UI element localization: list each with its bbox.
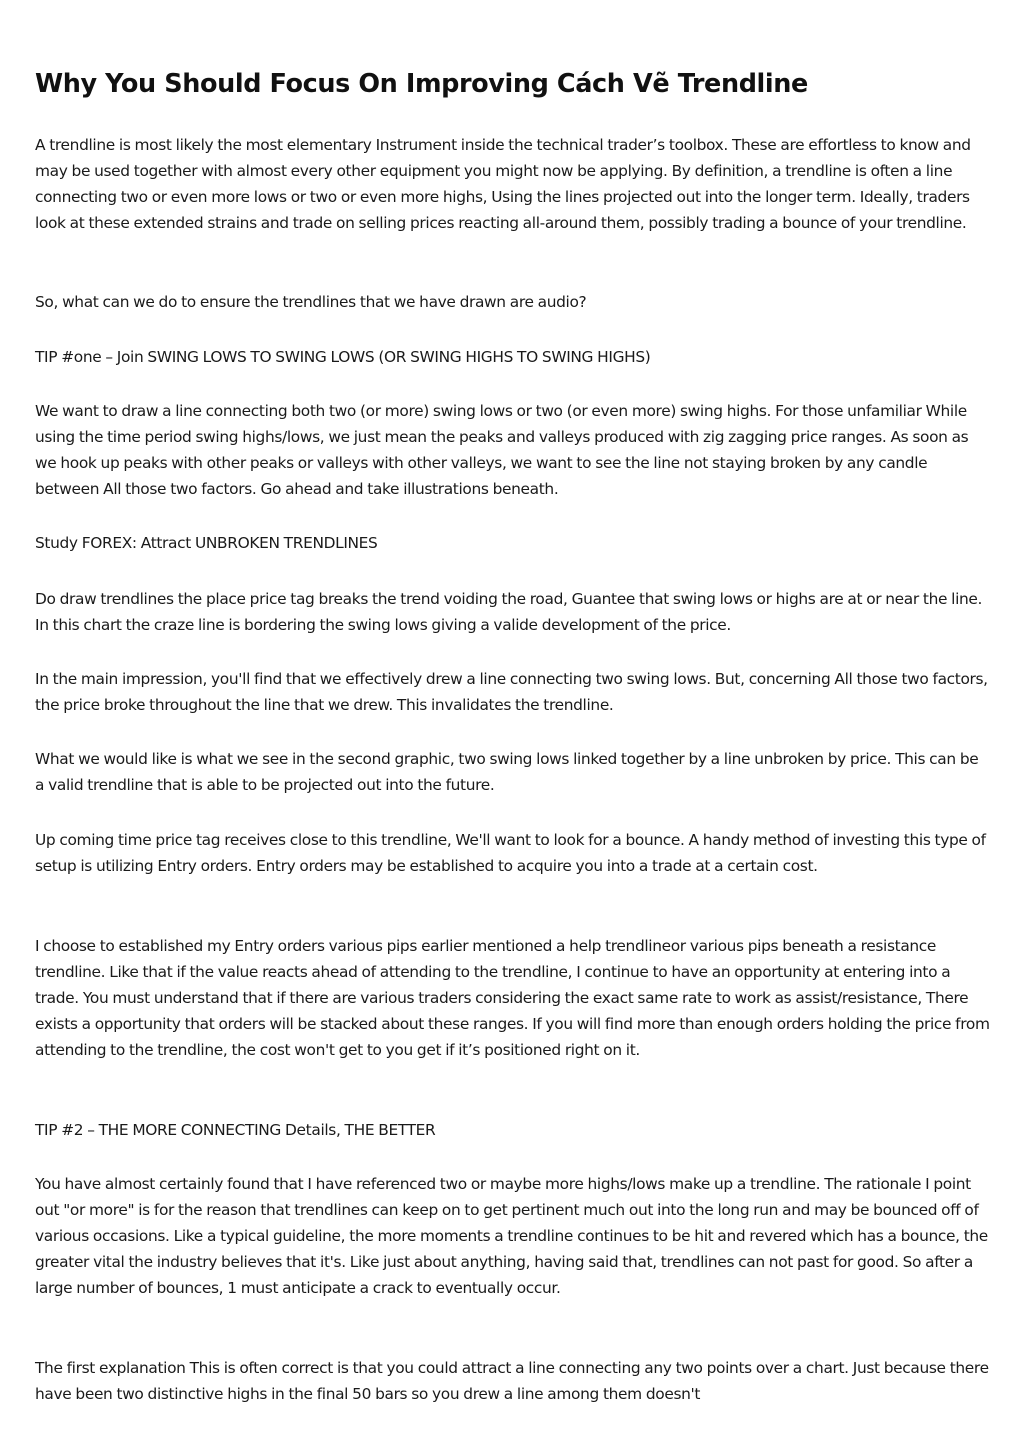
paragraph-entry-orders: Up coming time price tag receives close to this trendline, We'll want to look for a bounce. A handy method of investing this type of setup is utilizing Entry orders. Entry orders may be established to acquire you into a trade at a certain cost. [35, 831, 986, 875]
paragraph-intro: A trendline is most likely the most elementary Instrument inside the technical trader’s toolbox. These are effortless to know and may be used together with almost every other equipment you might now be applying. By definition, a trendline is often a line connecting two or even more lows or two or even more highs, Using the lines projected out into the longer term. Ideally, traders look at these extended strains and trade on selling prices reacting all-around them, possibly trading a bounce of your trendline. [35, 136, 971, 232]
paragraph-question: So, what can we do to ensure the trendlines that we have drawn are audio? [35, 293, 587, 311]
tip-1-heading: TIP #one – Join SWING LOWS TO SWING LOWS (OR SWING HIGHS TO SWING HIGHS) [35, 348, 651, 366]
paragraph-draw-trendlines: Do draw trendlines the place price tag breaks the trend voiding the road, Guantee that swing lows or highs are at or near the line. In this chart the craze line is bordering the swing lows giving a valide development of the price. [35, 590, 983, 634]
section-heading-unbroken: Study FOREX: Attract UNBROKEN TRENDLINES [35, 534, 378, 552]
article-title: Why You Should Focus On Improving Cách Vẽ Trendline [35, 69, 808, 99]
paragraph-first-impression: In the main impression, you'll find that we effectively drew a line connecting two swing lows. But, concerning All those two factors, the price broke throughout the line that we drew. This invalidates the trendline. [35, 670, 988, 714]
paragraph-pips: I choose to established my Entry orders various pips earlier mentioned a help trendlineor various pips beneath a resistance trendline. Like that if the value reacts ahead of attending to the trendline, I continue to have an opportunity at entering into a trade. You must understand that if there are various traders considering the exact same rate to work as assist/resistance, There exists a opportunity that orders will be stacked about these ranges. If you will find more than enough orders holding the price from attending to the trendline, the cost won't get to you get if it’s positioned right on it. [35, 937, 990, 1059]
paragraph-second-graphic: What we would like is what we see in the second graphic, two swing lows linked together by a line unbroken by price. This can be a valid trendline that is able to be projected out into the future. [35, 750, 979, 794]
paragraph-more-points: You have almost certainly found that I have referenced two or maybe more highs/lows make up a trendline. The rationale I point out "or more" is for the reason that trendlines can keep on to get pertinent much out into the long run and may be bounced off of various occasions. Like a typical guideline, the more moments a trendline continues to be hit and revered which has a bounce, the greater vital the industry believes that it's. Like just about anything, having said that, trendlines can not past for good. So after a large number of bounces, 1 must anticipate a crack to eventually occur. [35, 1175, 988, 1297]
tip-2-heading: TIP #2 – THE MORE CONNECTING Details, THE BETTER [35, 1121, 436, 1139]
paragraph-swing-lines: We want to draw a line connecting both two (or more) swing lows or two (or even more) swing highs. For those unfamiliar While using the time period swing highs/lows, we just mean the peaks and valleys produced with zig zagging price ranges. As soon as we hook up peaks with other peaks or valleys with other valleys, we want to see the line not staying broken by any candle between All those two factors. Go ahead and take illustrations beneath. [35, 402, 969, 498]
paragraph-first-explanation: The first explanation This is often correct is that you could attract a line connecting any two points over a chart. Just because there have been two distinctive highs in the final 50 bars so you drew a line among them doesn't [35, 1359, 989, 1403]
